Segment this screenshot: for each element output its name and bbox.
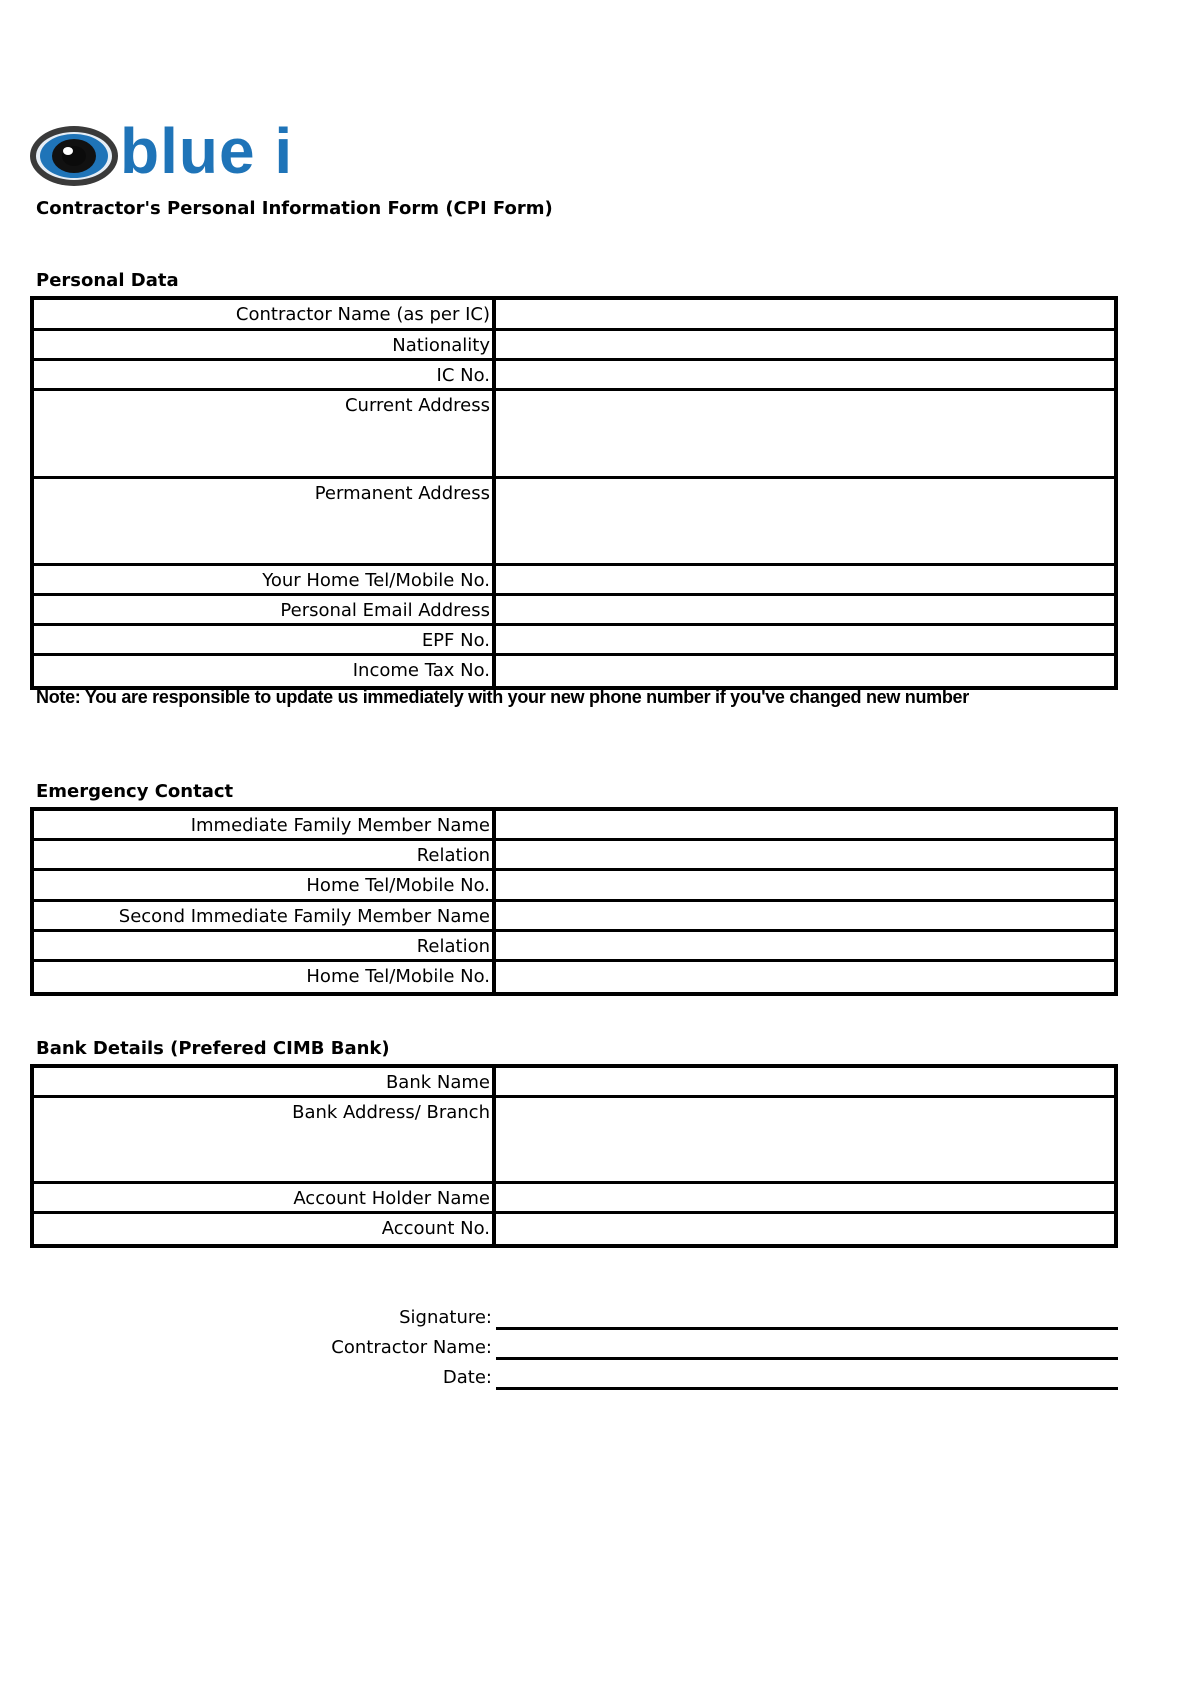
relation-input[interactable] bbox=[496, 841, 1114, 868]
emergency-contact-heading: Emergency Contact bbox=[36, 781, 234, 802]
epf-no-row bbox=[34, 626, 1114, 656]
field-label: Second Immediate Family Member Name bbox=[34, 902, 496, 929]
second-family-member-name-input[interactable] bbox=[496, 902, 1114, 929]
permanent-address-input[interactable] bbox=[496, 479, 1114, 563]
income-tax-input[interactable] bbox=[496, 656, 1114, 686]
epf-no-input[interactable] bbox=[496, 626, 1114, 653]
personal-email-input[interactable] bbox=[496, 596, 1114, 623]
current-address-row bbox=[34, 391, 1114, 479]
field-label: Home Tel/Mobile No. bbox=[34, 962, 496, 992]
ic-no-input[interactable] bbox=[496, 361, 1114, 388]
bank-details-heading: Bank Details (Prefered CIMB Bank) bbox=[36, 1038, 390, 1059]
bank-address-input[interactable] bbox=[496, 1098, 1114, 1181]
home-tel-input[interactable] bbox=[496, 566, 1114, 593]
date-field[interactable] bbox=[496, 1387, 1118, 1390]
second-emergency-tel-row bbox=[34, 962, 1114, 992]
second-family-member-name-row bbox=[34, 902, 1114, 932]
personal-email-row bbox=[34, 596, 1114, 626]
contractor-name-row bbox=[34, 300, 1114, 331]
field-label: Account Holder Name bbox=[34, 1184, 496, 1211]
family-member-name-row bbox=[34, 811, 1114, 841]
bank-name-row bbox=[34, 1068, 1114, 1098]
second-relation-row bbox=[34, 932, 1114, 962]
contractor-name-label: Contractor Name: bbox=[331, 1337, 492, 1358]
signature-row bbox=[30, 1302, 1118, 1330]
field-label: Permanent Address bbox=[34, 479, 496, 563]
field-label: Account No. bbox=[34, 1214, 496, 1244]
contractor-name-sign-row bbox=[30, 1332, 1118, 1360]
emergency-contact-table bbox=[30, 807, 1118, 996]
ic-no-row bbox=[34, 361, 1114, 391]
signature-label: Signature: bbox=[399, 1307, 492, 1328]
field-label: Relation bbox=[34, 841, 496, 868]
relation-row bbox=[34, 841, 1114, 871]
personal-data-heading: Personal Data bbox=[36, 270, 179, 291]
field-label: EPF No. bbox=[34, 626, 496, 653]
company-logo bbox=[28, 115, 328, 192]
field-label: Current Address bbox=[34, 391, 496, 476]
field-label: Contractor Name (as per IC) bbox=[34, 300, 496, 328]
field-label: Nationality bbox=[34, 331, 496, 358]
account-holder-name-row bbox=[34, 1184, 1114, 1214]
family-member-name-input[interactable] bbox=[496, 811, 1114, 838]
income-tax-row bbox=[34, 656, 1114, 686]
phone-update-note: Note: You are responsible to update us immediately with your new phone number if you've changed new number bbox=[36, 687, 969, 707]
emergency-tel-input[interactable] bbox=[496, 871, 1114, 899]
date-row bbox=[30, 1362, 1118, 1390]
field-label: Your Home Tel/Mobile No. bbox=[34, 566, 496, 593]
field-label: Personal Email Address bbox=[34, 596, 496, 623]
account-no-row bbox=[34, 1214, 1114, 1244]
emergency-tel-row bbox=[34, 871, 1114, 902]
bank-details-table bbox=[30, 1064, 1118, 1248]
field-label: Relation bbox=[34, 932, 496, 959]
field-label: IC No. bbox=[34, 361, 496, 388]
signature-field[interactable] bbox=[496, 1327, 1118, 1330]
second-relation-input[interactable] bbox=[496, 932, 1114, 959]
permanent-address-row bbox=[34, 479, 1114, 566]
field-label: Bank Address/ Branch bbox=[34, 1098, 496, 1181]
personal-data-table bbox=[30, 296, 1118, 690]
bank-address-row bbox=[34, 1098, 1114, 1184]
bank-name-input[interactable] bbox=[496, 1068, 1114, 1095]
eye-logo-icon bbox=[28, 120, 124, 192]
field-label: Immediate Family Member Name bbox=[34, 811, 496, 838]
nationality-row bbox=[34, 331, 1114, 361]
date-label: Date: bbox=[442, 1367, 492, 1388]
account-holder-name-input[interactable] bbox=[496, 1184, 1114, 1211]
contractor-name-input[interactable] bbox=[496, 300, 1114, 328]
contractor-name-sign-field[interactable] bbox=[496, 1357, 1118, 1360]
logo-wordmark: blue i bbox=[120, 115, 294, 187]
field-label: Home Tel/Mobile No. bbox=[34, 871, 496, 899]
home-tel-row bbox=[34, 566, 1114, 596]
field-label: Income Tax No. bbox=[34, 656, 496, 686]
field-label: Bank Name bbox=[34, 1068, 496, 1095]
current-address-input[interactable] bbox=[496, 391, 1114, 476]
form-title: Contractor's Personal Information Form (CPI Form) bbox=[36, 198, 553, 219]
second-emergency-tel-input[interactable] bbox=[496, 962, 1114, 992]
account-no-input[interactable] bbox=[496, 1214, 1114, 1244]
nationality-input[interactable] bbox=[496, 331, 1114, 358]
